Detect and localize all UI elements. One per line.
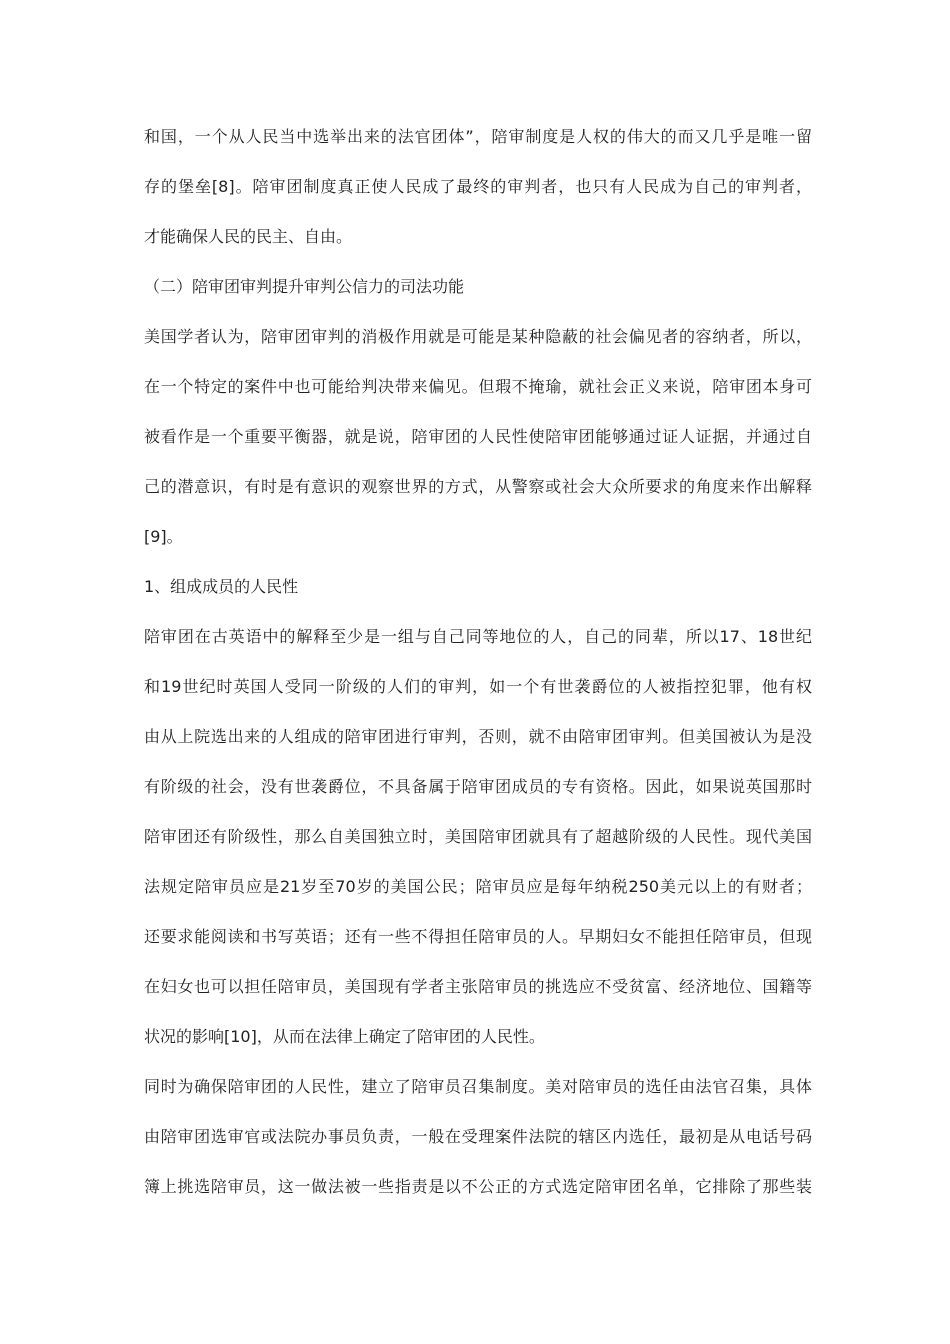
text-line: 由从上院选出来的人组成的陪审团进行审判，否则，就不由陪审团审判。但美国被认为是没	[144, 727, 812, 746]
text-line: 被看作是一个重要平衡器，就是说，陪审团的人民性使陪审团能够通过证人证据，并通过自	[144, 427, 812, 446]
text-line: 簿上挑选陪审员，这一做法被一些指责是以不公正的方式选定陪审团名单，它排除了那些装	[144, 1177, 812, 1196]
text-line: 有阶级的社会，没有世袭爵位，不具备属于陪审团成员的专有资格。因此，如果说英国那时	[144, 777, 812, 796]
text-line: 存的堡垒[8]。陪审团制度真正使人民成了最终的审判者，也只有人民成为自己的审判者，	[144, 177, 812, 196]
text-line: 和19世纪时英国人受同一阶级的人们的审判，如一个有世袭爵位的人被指控犯罪，他有权	[144, 677, 812, 696]
text-line: 陪审团在古英语中的解释至少是一组与自己同等地位的人，自己的同辈，所以17、18世纪	[144, 627, 812, 646]
text-line: 己的潜意识，有时是有意识的观察世界的方式，从警察或社会大众所要求的角度来作出解释	[144, 477, 812, 496]
text-line: 在妇女也可以担任陪审员，美国现有学者主张陪审员的挑选应不受贫富、经济地位、国籍等	[144, 977, 812, 996]
subsection-heading: 1、组成成员的人民性	[144, 577, 299, 596]
text-line: 由陪审团选审官或法院办事员负责，一般在受理案件法院的辖区内选任，最初是从电话号码	[144, 1127, 812, 1146]
text-line: [9]。	[144, 527, 183, 546]
text-line: 美国学者认为，陪审团审判的消极作用就是可能是某种隐蔽的社会偏见者的容纳者，所以，	[144, 327, 812, 346]
section-heading: （二）陪审团审判提升审判公信力的司法功能	[144, 277, 465, 296]
text-line: 同时为确保陪审团的人民性，建立了陪审员召集制度。美对陪审员的选任由法官召集，具体	[144, 1077, 812, 1096]
text-line: 才能确保人民的民主、自由。	[144, 227, 353, 246]
text-line: 和国，一个从人民当中选举出来的法官团体”，陪审制度是人权的伟大的而又几乎是唯一留	[144, 127, 812, 146]
text-line: 陪审团还有阶级性，那么自美国独立时，美国陪审团就具有了超越阶级的人民性。现代美国	[144, 827, 812, 846]
text-line: 在一个特定的案件中也可能给判决带来偏见。但瑕不掩瑜，就社会正义来说，陪审团本身可	[144, 377, 812, 396]
document-body	[144, 120, 812, 1220]
text-line: 法规定陪审员应是21岁至70岁的美国公民；陪审员应是每年纳税250美元以上的有财者；	[144, 877, 812, 896]
text-line: 状况的影响[10]，从而在法律上确定了陪审团的人民性。	[144, 1027, 545, 1046]
text-line: 还要求能阅读和书写英语；还有一些不得担任陪审员的人。早期妇女不能担任陪审员，但现	[144, 927, 812, 946]
